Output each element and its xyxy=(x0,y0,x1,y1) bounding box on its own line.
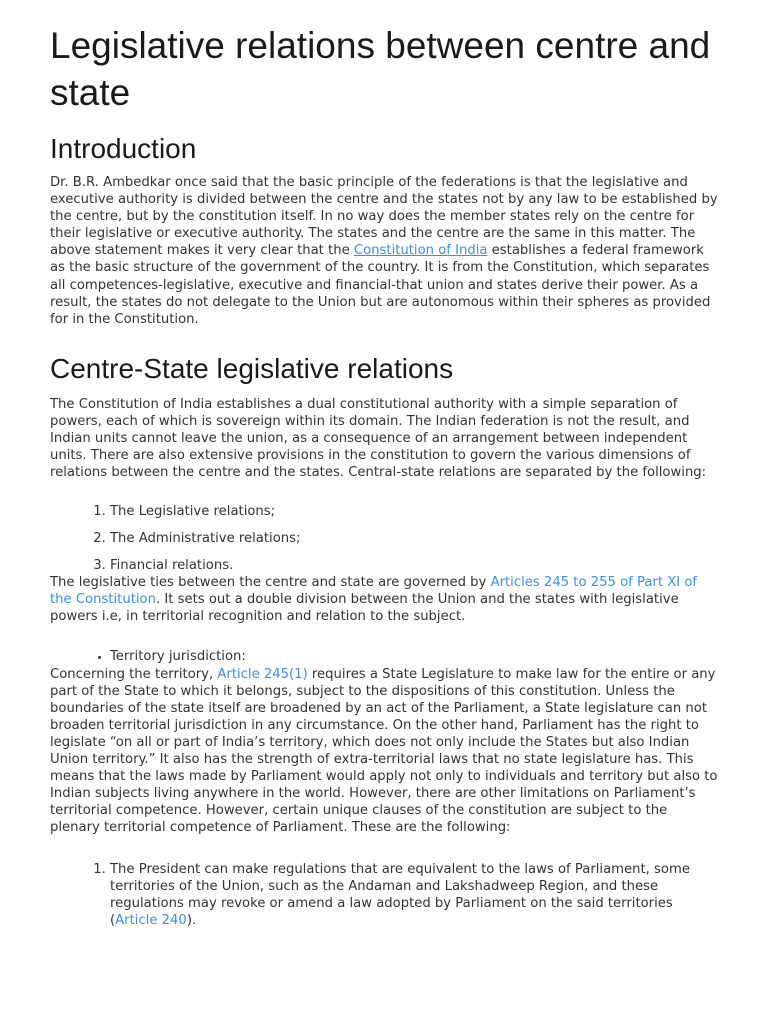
list-item: 1. The Legislative relations; xyxy=(110,503,718,520)
list-item: 3. Financial relations. xyxy=(110,557,718,574)
csl-paragraph-3 xyxy=(50,666,718,837)
csl-text-2b: . It sets out a double division between the Union and the states with legislative powers i.e, in territorial recognition and relation to the subject. xyxy=(50,592,679,625)
relations-list xyxy=(50,503,718,574)
csl-paragraph-2 xyxy=(50,574,718,625)
articles-245-255-link[interactable]: Articles 245 to 255 of Part XI of the Constitution xyxy=(50,575,698,608)
csl-text-3a: Concerning the territory, xyxy=(50,666,218,682)
intro-text-2: establishes a federal framework as the basic structure of the government of the country. It is from the Constitution, which separates all competences-legislative, executive and financial-that union and states derive their power. As a result, the states do not delegate to the Union but are autonomous within their spheres as provided for in the Constitution. xyxy=(50,243,711,327)
constitution-of-india-link[interactable]: Constitution of India xyxy=(353,243,488,259)
list-item xyxy=(110,861,718,929)
list-item: 2. The Administrative relations; xyxy=(110,530,718,547)
article-245-1-link[interactable]: Article 245(1) xyxy=(217,666,308,682)
intro-paragraph xyxy=(50,174,718,328)
page-title: Legislative relations between centre and state xyxy=(50,25,711,113)
article-240-link[interactable]: Article 240 xyxy=(115,912,187,928)
csl-paragraph-1: The Constitution of India establishes a dual constitutional authority with a simple separation of powers, each of which is sovereign within its domain. The Indian federation is not the result, and Indian units cannot leave the union, as a consequence of an arrangement between independent units. There are also extensive provisions in the constitution to govern the various dimensions of relations between the centre and the states. Central-state relations are separated by the following: xyxy=(50,396,707,481)
intro-text-1: Dr. B.R. Ambedkar once said that the basic principle of the federations is that the legislative and executive authority is divided between the centre and the states not by any law to be established by the centre, but by the constitution itself. In no way does the member states rely on the centre for their legislative or executive authority. The states and the centre are the same in this matter. The above statement makes it very clear that the xyxy=(50,175,718,259)
csl-text-3b: requires a State Legislature to make law for the entire or any part of the State to which it belongs, subject to the dispositions of this constitution. Unless the boundaries of the state itself are broadened by an act of the Parliament, a State legislature can not broaden territorial jurisdiction in any circumstance. On the other hand, Parliament has the right to legislate “on all or part of India’s territory, which does not only include the States but also Indian Union territory.” It also has the strength of extra-territorial laws that no state legislature has. This means that the laws made by Parliament would apply not only to individuals and territory but also to Indian subjects living anywhere in the world. However, there are other limitations on Parliament’s territorial competence. However, certain unique clauses of the constitution are subject to the plenary territorial competence of Parliament. These are the following: xyxy=(50,666,718,836)
list-item: • Territory jurisdiction: xyxy=(110,648,718,665)
intro-heading: Introduction xyxy=(50,133,197,164)
csl-heading: Centre-State legislative relations xyxy=(50,352,454,384)
csl-text-2a: The legislative ties between the centre and state are governed by xyxy=(50,575,491,591)
pres-text-a: The President can make regulations that are equivalent to the laws of Parliament, some territories of the Union, such as the Andaman and Lakshadweep Region, and these regulations may revoke or amend a law adopted by Parliament on the said territories ( xyxy=(110,861,690,928)
territory-bullet-list xyxy=(50,648,718,665)
pres-text-b: ). xyxy=(186,912,197,928)
president-regulations-list xyxy=(50,861,718,929)
